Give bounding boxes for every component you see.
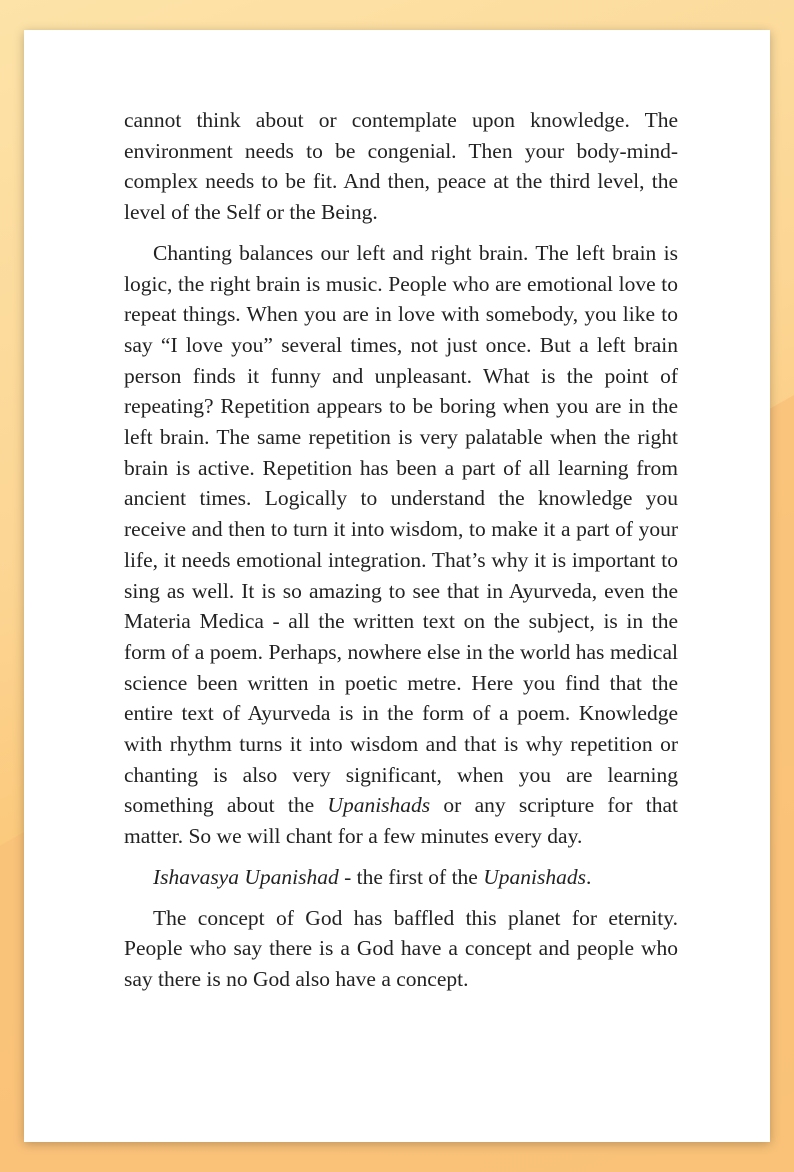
paragraph-text: The concept of God has baffled this planet for eternity. People who say there is a God have a concept and people who say there is no God also have a concept. <box>124 905 678 991</box>
page-body-text <box>124 105 678 1005</box>
book-page <box>24 30 770 1142</box>
italic-title-ishavasya: Ishavasya Upanishad <box>153 864 339 889</box>
paragraph-chanting <box>124 238 678 852</box>
paragraph-text: . <box>585 864 592 889</box>
paragraph-concept-of-god <box>124 903 678 995</box>
paragraph-ishavasya <box>124 862 678 893</box>
paragraph-text: or any scripture for that matter. So we will chant for a few minutes every day. <box>124 793 678 849</box>
italic-term-upanishads: Upanishads <box>483 864 586 889</box>
paragraph-continuation <box>124 105 678 228</box>
italic-term-upanishads: Upanishads <box>327 793 431 818</box>
paragraph-text: - the first of the <box>338 864 484 889</box>
paragraph-text: Chanting balances our left and right brain. The left brain is logic, the right brain is music. People who are emotional love to repeat things. When you are in love with somebody, you like to say “I love you” several times, not just once. But a left brain person finds it funny and unpleasant. What is the point of repeating? Repetition appears to be boring when you are in the left brain. The same repetition is very palatable when the right brain is active. Repetition has been a part of all learning from ancient times. Logically to understand the knowledge you receive and then to turn it into wisdom, to make it a part of your life, it needs emotional integration. That’s why it is important to sing as well. It is so amazing to see that in Ayurveda, even the Materia Medica - all the written text on the subject, is in the form of a poem. Perhaps, nowhere else in the world has medical science been written in poetic metre. Here you find that the entire text of Ayurveda is in the form of a poem. Knowledge with rhythm turns it into wisdom and that is why repetition or chanting is also very significant, when you are learning something about the <box>124 240 678 818</box>
paragraph-text: cannot think about or contemplate upon knowledge. The environment needs to be congenial. Then your body-mind-complex needs to be fit. And then, peace at the third level, the level of the Self or the Being. <box>124 108 678 225</box>
